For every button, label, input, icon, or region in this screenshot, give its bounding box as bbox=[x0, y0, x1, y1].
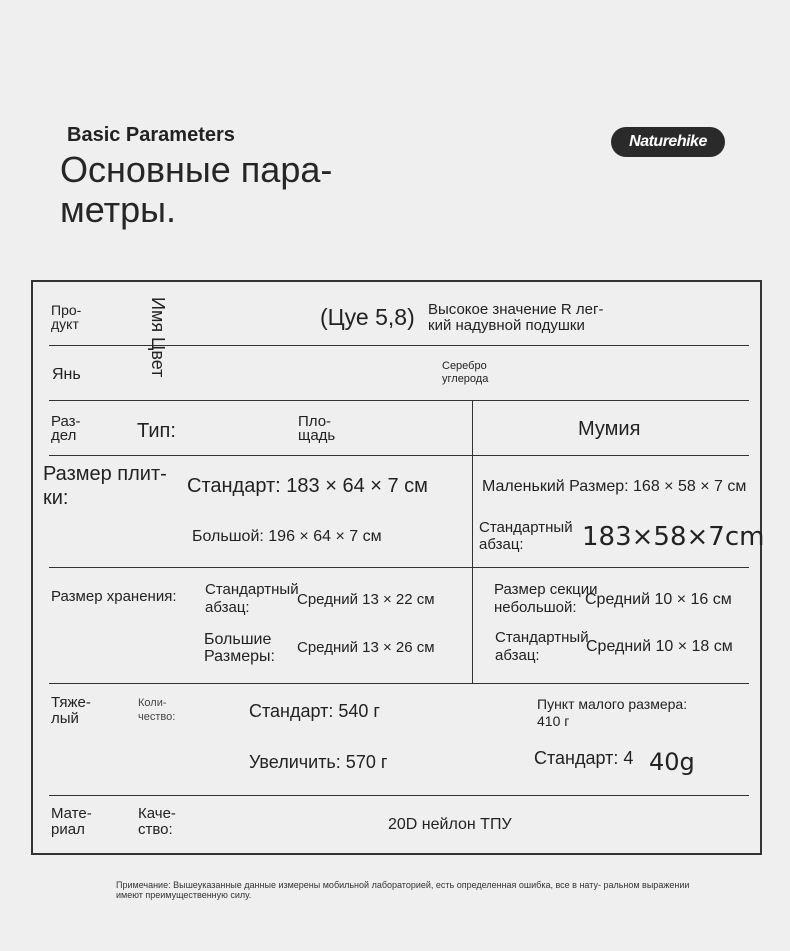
storage-small-value: Средний 10 × 16 см bbox=[585, 591, 732, 608]
product-name-desc: Высокое значение R лег- кий надувной подушки bbox=[428, 301, 604, 334]
page-title: Основные пара- метры. bbox=[60, 149, 333, 230]
storage-large-value: Средний 13 × 26 см bbox=[297, 639, 435, 656]
section-label: Раз- дел bbox=[51, 413, 81, 444]
area-label: Пло- щадь bbox=[298, 413, 336, 444]
mat-size-small: Маленький Размер: 168 × 58 × 7 см bbox=[482, 478, 747, 495]
color-label: Янь bbox=[52, 366, 81, 383]
weight-label: Тяже- лый bbox=[51, 694, 91, 727]
weight-small: Пункт малого размера: 410 г bbox=[537, 696, 688, 729]
color-value: Серебро углерода bbox=[442, 360, 489, 385]
row-divider bbox=[49, 567, 749, 568]
storage-small-label: Размер секции небольшой: bbox=[494, 581, 598, 616]
row-divider bbox=[49, 400, 749, 401]
subtitle: Basic Parameters bbox=[67, 124, 235, 146]
storage-std-value: Средний 13 × 22 см bbox=[297, 591, 435, 608]
storage-std2-label: Стандартный абзац: bbox=[495, 629, 589, 664]
weight-standard: Стандарт: 540 г bbox=[249, 701, 380, 721]
footnote: Примечание: Вышеуказанные данные измерены мобильной лабораторией, есть определенная ошибка, все в нату- ральном выражении имеют преимущественную силу. bbox=[116, 880, 690, 900]
row-divider bbox=[49, 683, 749, 684]
mat-size-label: Размер плит- ки: bbox=[43, 463, 167, 509]
type-label: Тип: bbox=[137, 420, 176, 442]
material-label: Мате- риал bbox=[51, 805, 92, 838]
mat-size-std-label: Стандартный абзац: bbox=[479, 519, 573, 553]
quality-label: Каче- ство: bbox=[138, 805, 176, 838]
storage-size-label: Размер хранения: bbox=[51, 588, 177, 605]
weight-standard2-a: Стандарт: 4 bbox=[534, 748, 634, 768]
product-name-model: (Цуе 5,8) bbox=[320, 304, 415, 330]
storage-std-label: Стандартный абзац: bbox=[205, 581, 299, 616]
product-label: Про- дукт bbox=[51, 302, 82, 332]
shape-value: Мумия bbox=[578, 418, 641, 440]
material-value: 20D нейлон ТПУ bbox=[388, 816, 512, 833]
column-divider bbox=[472, 400, 473, 683]
row-divider bbox=[49, 795, 749, 796]
row-divider bbox=[49, 455, 749, 456]
quantity-label: Коли- чество: bbox=[138, 697, 176, 723]
name-color-label: Имя Цвет bbox=[148, 297, 168, 378]
parameters-table bbox=[31, 280, 765, 855]
mat-size-std-value: 183×58×7cm bbox=[582, 522, 765, 552]
weight-increase: Увеличить: 570 г bbox=[249, 752, 388, 772]
storage-std2-value: Средний 10 × 18 см bbox=[586, 638, 733, 655]
mat-size-standard: Стандарт: 183 × 64 × 7 см bbox=[187, 475, 428, 497]
mat-size-large: Большой: 196 × 64 × 7 см bbox=[192, 528, 382, 545]
storage-large-label: Большие Размеры: bbox=[204, 631, 275, 665]
brand-logo: Naturehike bbox=[611, 127, 725, 157]
weight-standard2-b: 40g bbox=[649, 748, 695, 776]
